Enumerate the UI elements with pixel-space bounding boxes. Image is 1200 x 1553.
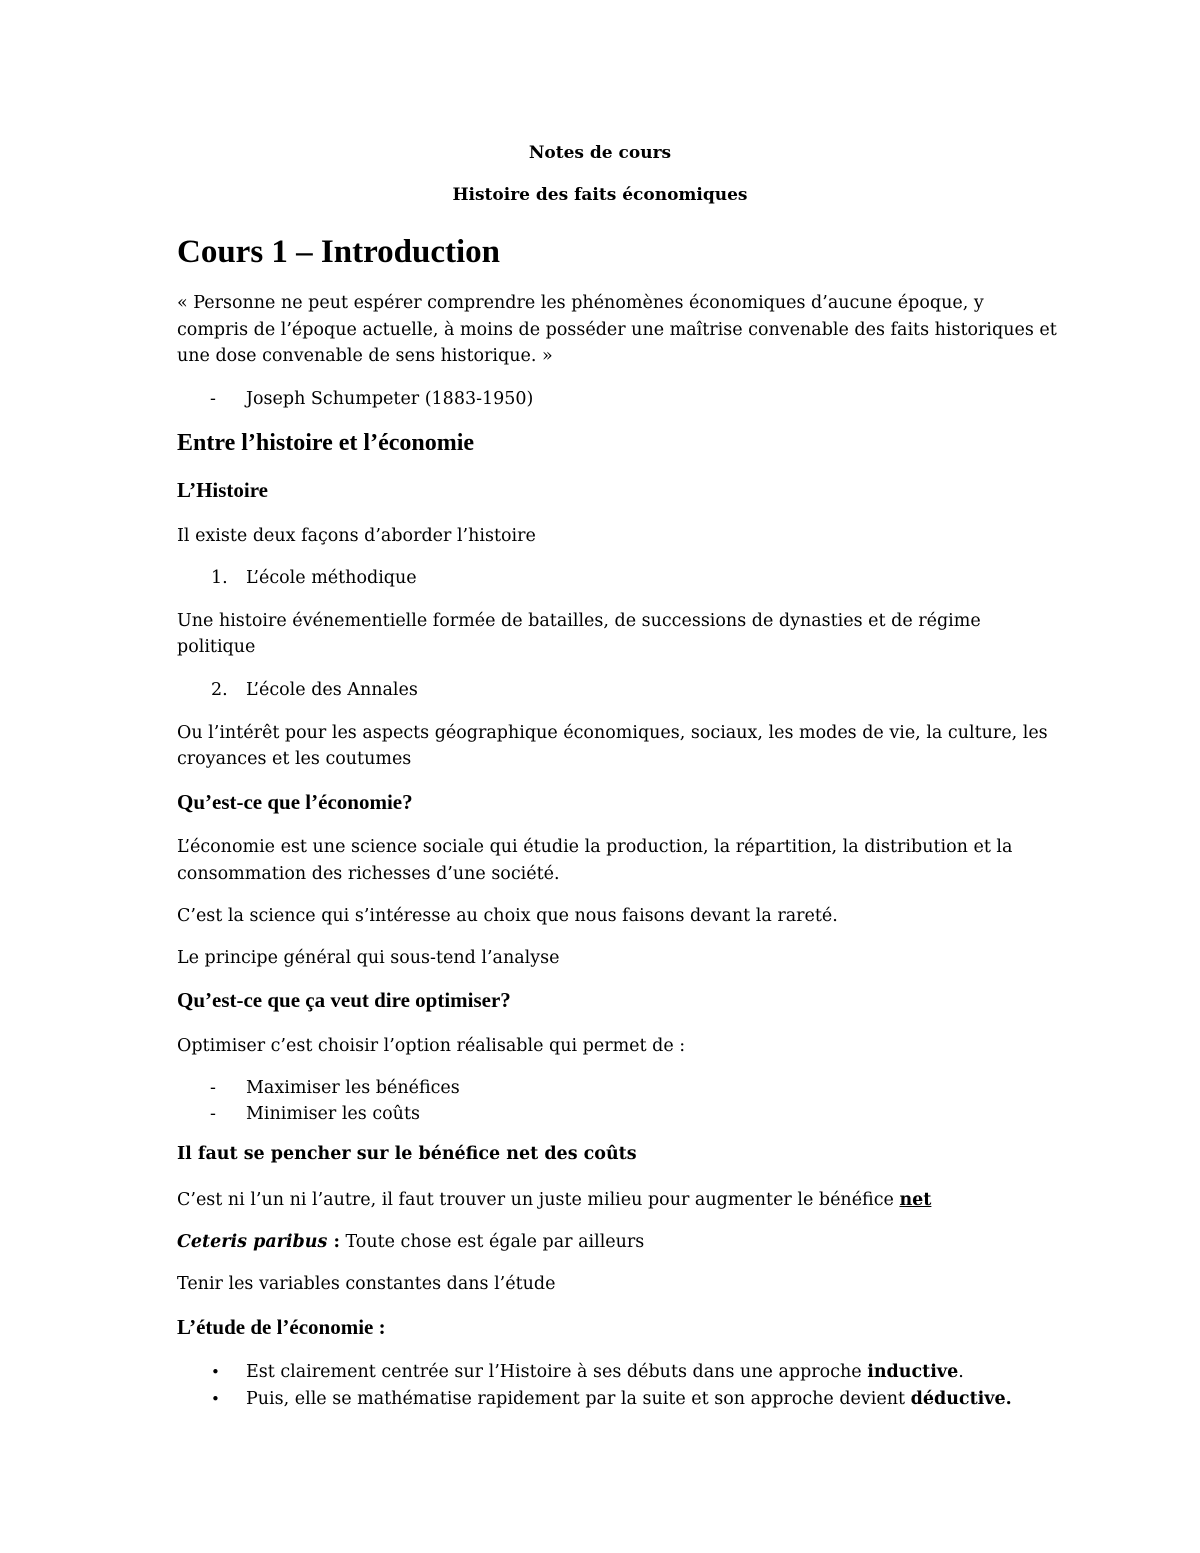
bullet-2: • (211, 1390, 220, 1408)
deductive-text: Puis, elle se mathématise rapidement par la suite et son approche devient (246, 1389, 911, 1409)
juste-milieu-text: C’est ni l’un ni l’autre, il faut trouver un juste milieu pour augmenter le bénéfice (177, 1190, 900, 1210)
paragraph-annales-l2: croyances et les coutumes (177, 749, 412, 769)
list-dash-1: - (210, 1078, 216, 1098)
paragraph-ceteris-paribus (177, 1229, 644, 1255)
quote-line-2: compris de l’époque actuelle, à moins de posséder une maîtrise convenable des faits historiques et (177, 320, 1057, 340)
paragraph-rarete: C’est la science qui s’intéresse au choix que nous faisons devant la rareté. (177, 906, 838, 926)
inductive-emphasis: inductive (867, 1362, 959, 1382)
quote-line-3: une dose convenable de sens historique. » (177, 346, 553, 366)
paragraph-annales-l1: Ou l’intérêt pour les aspects géographique économiques, sociaux, les modes de vie, la culture, les (177, 723, 1048, 743)
quote-author: Joseph Schumpeter (1883-1950) (246, 389, 534, 409)
deductive-emphasis: déductive. (910, 1389, 1012, 1409)
list-item-maximiser: Maximiser les bénéfices (246, 1078, 460, 1098)
inductive-period: . (958, 1362, 964, 1382)
header-line-2: Histoire des faits économiques (452, 185, 748, 205)
quote-line-1: « Personne ne peut espérer comprendre les phénomènes économiques d’aucune époque, y (177, 293, 984, 313)
inductive-text: Est clairement centrée sur l’Histoire à ses débuts dans une approche (246, 1362, 868, 1382)
quote-dash: - (210, 389, 216, 409)
paragraph-juste-milieu (177, 1187, 931, 1213)
list-dash-2: - (210, 1104, 216, 1124)
paragraph-economie-l2: consommation des richesses d’une société. (177, 864, 560, 884)
subheading-etude-economie: L’étude de l’économie : (177, 1315, 386, 1339)
list-item-inductive (246, 1359, 964, 1385)
subheading-economie: Qu’est-ce que l’économie? (177, 790, 413, 814)
list-number-2: 2. (211, 680, 228, 700)
list-item-minimiser: Minimiser les coûts (246, 1104, 420, 1124)
page-title: Cours 1 – Introduction (177, 234, 501, 270)
section-heading-histoire-economie: Entre l’histoire et l’économie (177, 430, 475, 456)
subheading-optimiser: Qu’est-ce que ça veut dire optimiser? (177, 988, 511, 1012)
net-emphasis: net (899, 1190, 932, 1210)
paragraph-variables: Tenir les variables constantes dans l’étude (177, 1274, 556, 1294)
paragraph-intro: Il existe deux façons d’aborder l’histoire (177, 526, 536, 546)
list-number-1: 1. (211, 568, 228, 588)
header-line-1: Notes de cours (528, 143, 672, 163)
ceteris-paribus-term: Ceteris paribus (177, 1232, 328, 1252)
bullet-1: • (211, 1363, 220, 1381)
ceteris-separator: : (327, 1232, 340, 1252)
subheading-histoire: L’Histoire (177, 478, 269, 502)
paragraph-methodique-l2: politique (177, 637, 256, 657)
list-item-deductive (246, 1386, 1012, 1412)
list-item-ecole-methodique: L’école méthodique (246, 568, 417, 588)
paragraph-principe: Le principe général qui sous-tend l’analyse (177, 948, 560, 968)
ceteris-definition: Toute chose est égale par ailleurs (339, 1232, 645, 1252)
bold-statement-benefice: Il faut se pencher sur le bénéfice net des coûts (177, 1144, 637, 1164)
paragraph-economie-l1: L’économie est une science sociale qui étudie la production, la répartition, la distribution et la (177, 837, 1013, 857)
list-item-ecole-annales: L’école des Annales (246, 680, 418, 700)
paragraph-optimiser: Optimiser c’est choisir l’option réalisable qui permet de : (177, 1036, 686, 1056)
paragraph-methodique-l1: Une histoire événementielle formée de batailles, de successions de dynasties et de régime (177, 611, 981, 631)
